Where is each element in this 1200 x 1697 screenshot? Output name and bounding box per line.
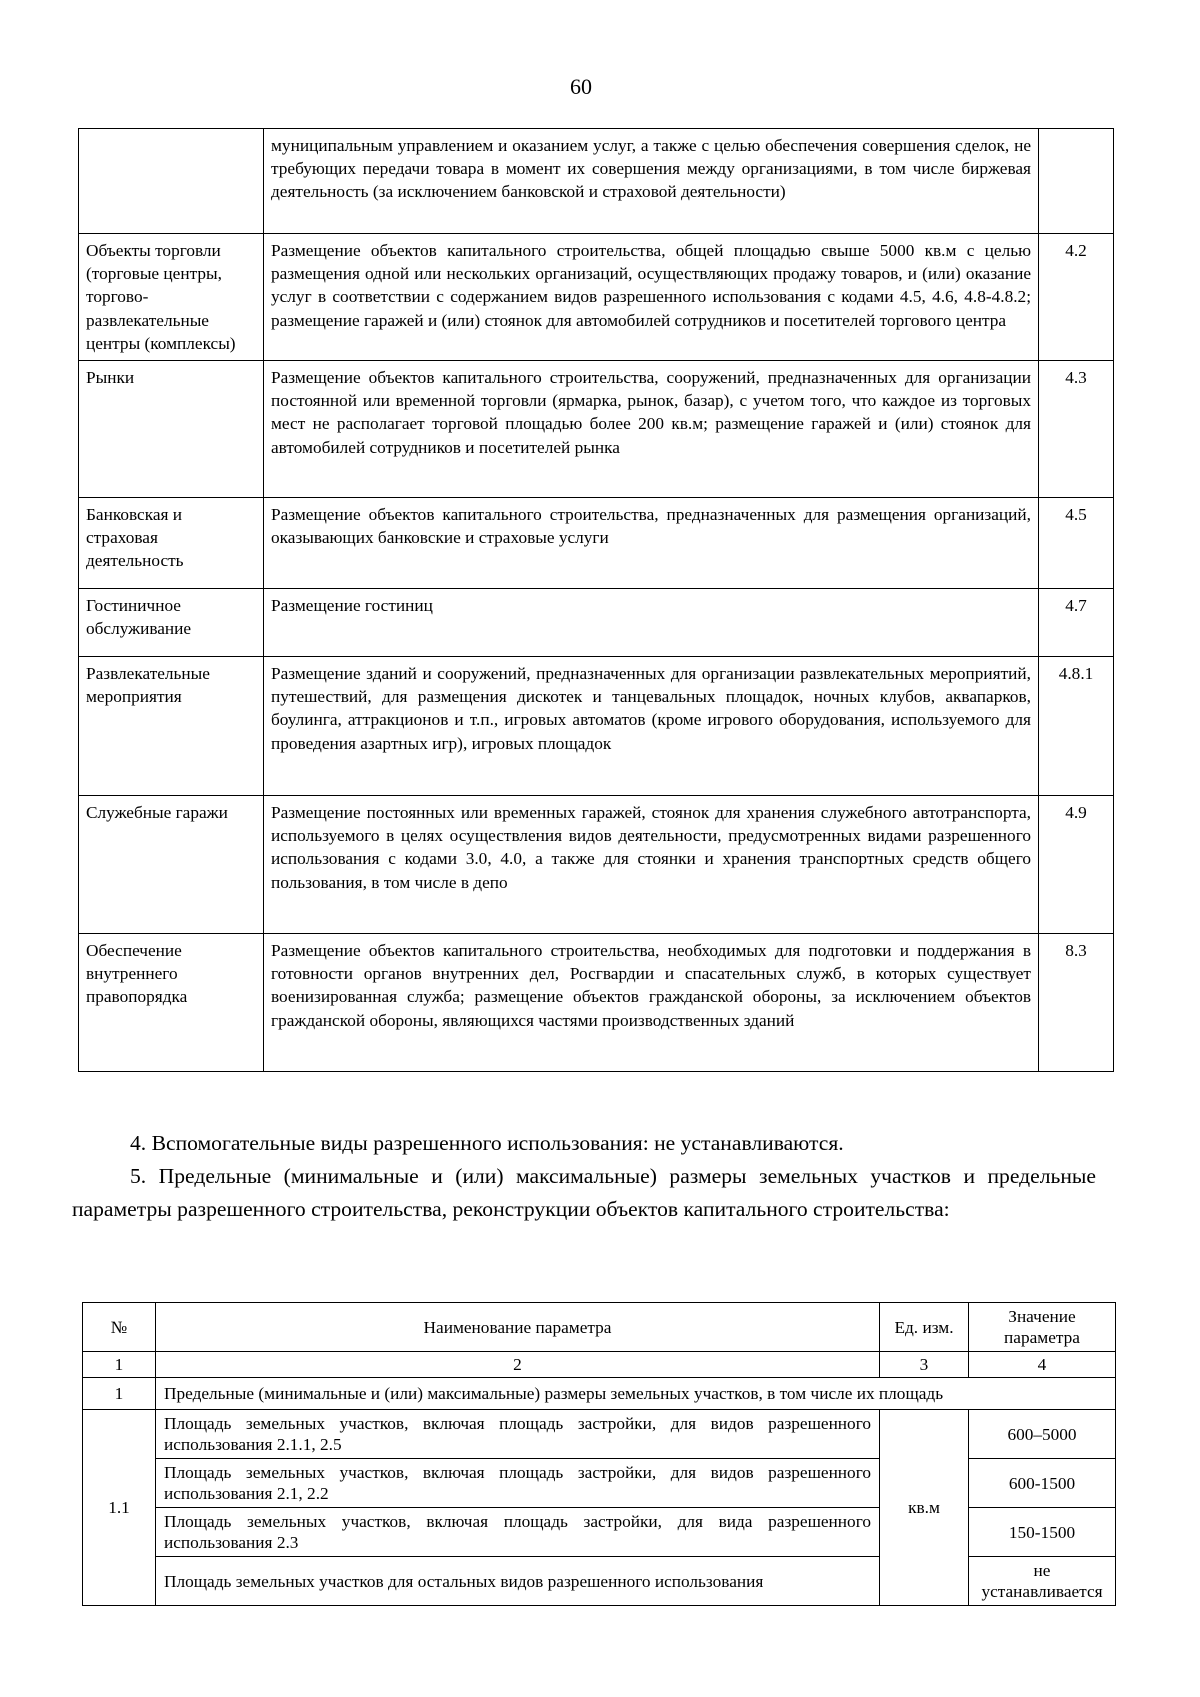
table-row: [79, 589, 1114, 657]
use-code-cell: 4.9: [1039, 796, 1114, 934]
paragraph-auxiliary-uses: 4. Вспомогательные виды разрешенного использования: не устанавливаются.: [130, 1131, 844, 1155]
table-row: [79, 361, 1114, 498]
header-name: Наименование параметра: [156, 1303, 880, 1352]
use-name-cell: Развлекательные мероприятия: [79, 657, 264, 796]
table-section-row: [83, 1378, 1116, 1410]
use-name-cell: Служебные гаражи: [79, 796, 264, 934]
table-row: [79, 934, 1114, 1072]
use-name-cell: Рынки: [79, 361, 264, 498]
section-num: 1: [83, 1378, 156, 1410]
header-value: Значение параметра: [969, 1303, 1116, 1352]
parameter-value: 600-1500: [969, 1459, 1116, 1508]
table-row: [79, 657, 1114, 796]
use-description-cell: Размещение постоянных или временных гаражей, стоянок для хранения служебного автотранспорта, используемого в целях осуществления видов деятельности, предусмотренных видами разрешенного использования с кодами 3.0, 4.0, а также для стоянки и хранения транспортных средств общего пользования, в том числе в депо: [264, 796, 1039, 934]
table-row: [83, 1410, 1116, 1459]
use-code-cell: 8.3: [1039, 934, 1114, 1072]
use-description-cell: Размещение гостиниц: [264, 589, 1039, 657]
table-index-row: [83, 1352, 1116, 1378]
index-cell: 1: [83, 1352, 156, 1378]
use-description-cell: Размещение зданий и сооружений, предназначенных для организации развлекательных мероприятий, путешествий, для размещения дискотек и танцевальных площадок, ночных клубов, аквапарков, боулинга, аттракционов и т.п., игровых автоматов (кроме игрового оборудования, используемого для проведения азартных игр), игровых площадок: [264, 657, 1039, 796]
section-title: Предельные (минимальные и (или) максимальные) размеры земельных участков, в том числе их площадь: [156, 1378, 1116, 1410]
index-cell: 4: [969, 1352, 1116, 1378]
parameter-value: не устанавливается: [969, 1557, 1116, 1606]
header-unit: Ед. изм.: [880, 1303, 969, 1352]
parameter-name: Площадь земельных участков, включая площадь застройки, для видов разрешенного использования 2.1, 2.2: [156, 1459, 880, 1508]
index-cell: 3: [880, 1352, 969, 1378]
use-description-cell: Размещение объектов капитального строительства, необходимых для подготовки и поддержания в готовности органов внутренних дел, Росгвардии и спасательных служб, в которых существует военизированная служба; размещение объектов гражданской обороны, за исключением объектов гражданской обороны, являющихся частями производственных зданий: [264, 934, 1039, 1072]
table-row: [79, 234, 1114, 361]
table-header-row: [83, 1303, 1116, 1352]
use-description-cell: Размещение объектов капитального строительства, общей площадью свыше 5000 кв.м с целью размещения одной или нескольких организаций, осуществляющих продажу товаров, и (или) оказание услуг в соответствии с содержанием видов разрешенного использования с кодами 4.5, 4.6, 4.8-4.8.2; размещение гаражей и (или) стоянок для автомобилей сотрудников и посетителей торгового центра: [264, 234, 1039, 361]
table-row: [79, 796, 1114, 934]
parameter-value: 150-1500: [969, 1508, 1116, 1557]
table-row: [79, 129, 1114, 234]
header-num: №: [83, 1303, 156, 1352]
parameter-name: Площадь земельных участков, включая площадь застройки, для вида разрешенного использования 2.3: [156, 1508, 880, 1557]
use-name-cell: Гостиничное обслуживание: [79, 589, 264, 657]
page-number: 60: [570, 74, 592, 99]
use-code-cell: 4.3: [1039, 361, 1114, 498]
use-description-cell: Размещение объектов капитального строительства, сооружений, предназначенных для организации постоянной или временной торговли (ярмарка, рынок, базар), с учетом того, что каждое из торговых мест не располагает торговой площадью более 200 кв.м; размещение гаражей и (или) стоянок для автомобилей сотрудников и посетителей рынка: [264, 361, 1039, 498]
parameter-name: Площадь земельных участков для остальных видов разрешенного использования: [156, 1557, 880, 1606]
use-name-cell: Обеспечение внутреннего правопорядка: [79, 934, 264, 1072]
use-code-cell: 4.8.1: [1039, 657, 1114, 796]
permitted-uses-table: [78, 128, 1114, 1072]
group-unit: кв.м: [880, 1410, 969, 1606]
use-name-cell: Банковская и страховая деятельность: [79, 498, 264, 589]
index-cell: 2: [156, 1352, 880, 1378]
table-row: [79, 498, 1114, 589]
use-description-cell: Размещение объектов капитального строительства, предназначенных для размещения организаций, оказывающих банковские и страховые услуги: [264, 498, 1039, 589]
parameter-value: 600–5000: [969, 1410, 1116, 1459]
paragraph-parameters-intro: 5. Предельные (минимальные и (или) максимальные) размеры земельных участков и предельные параметры разрешенного строительства, реконструкции объектов капитального строительства:: [72, 1164, 1096, 1221]
parameters-table: [82, 1302, 1116, 1606]
parameter-name: Площадь земельных участков, включая площадь застройки, для видов разрешенного использования 2.1.1, 2.5: [156, 1410, 880, 1459]
use-name-cell: [79, 129, 264, 234]
use-description-cell: муниципальным управлением и оказанием услуг, а также с целью обеспечения совершения сделок, не требующих передачи товара в момент их совершения между организациями, в том числе биржевая деятельность (за исключением банковской и страховой деятельности): [264, 129, 1039, 234]
use-code-cell: 4.5: [1039, 498, 1114, 589]
group-num: 1.1: [83, 1410, 156, 1606]
use-code-cell: [1039, 129, 1114, 234]
use-code-cell: 4.7: [1039, 589, 1114, 657]
use-name-cell: Объекты торговли (торговые центры, торгово-развлекательные центры (комплексы): [79, 234, 264, 361]
use-code-cell: 4.2: [1039, 234, 1114, 361]
